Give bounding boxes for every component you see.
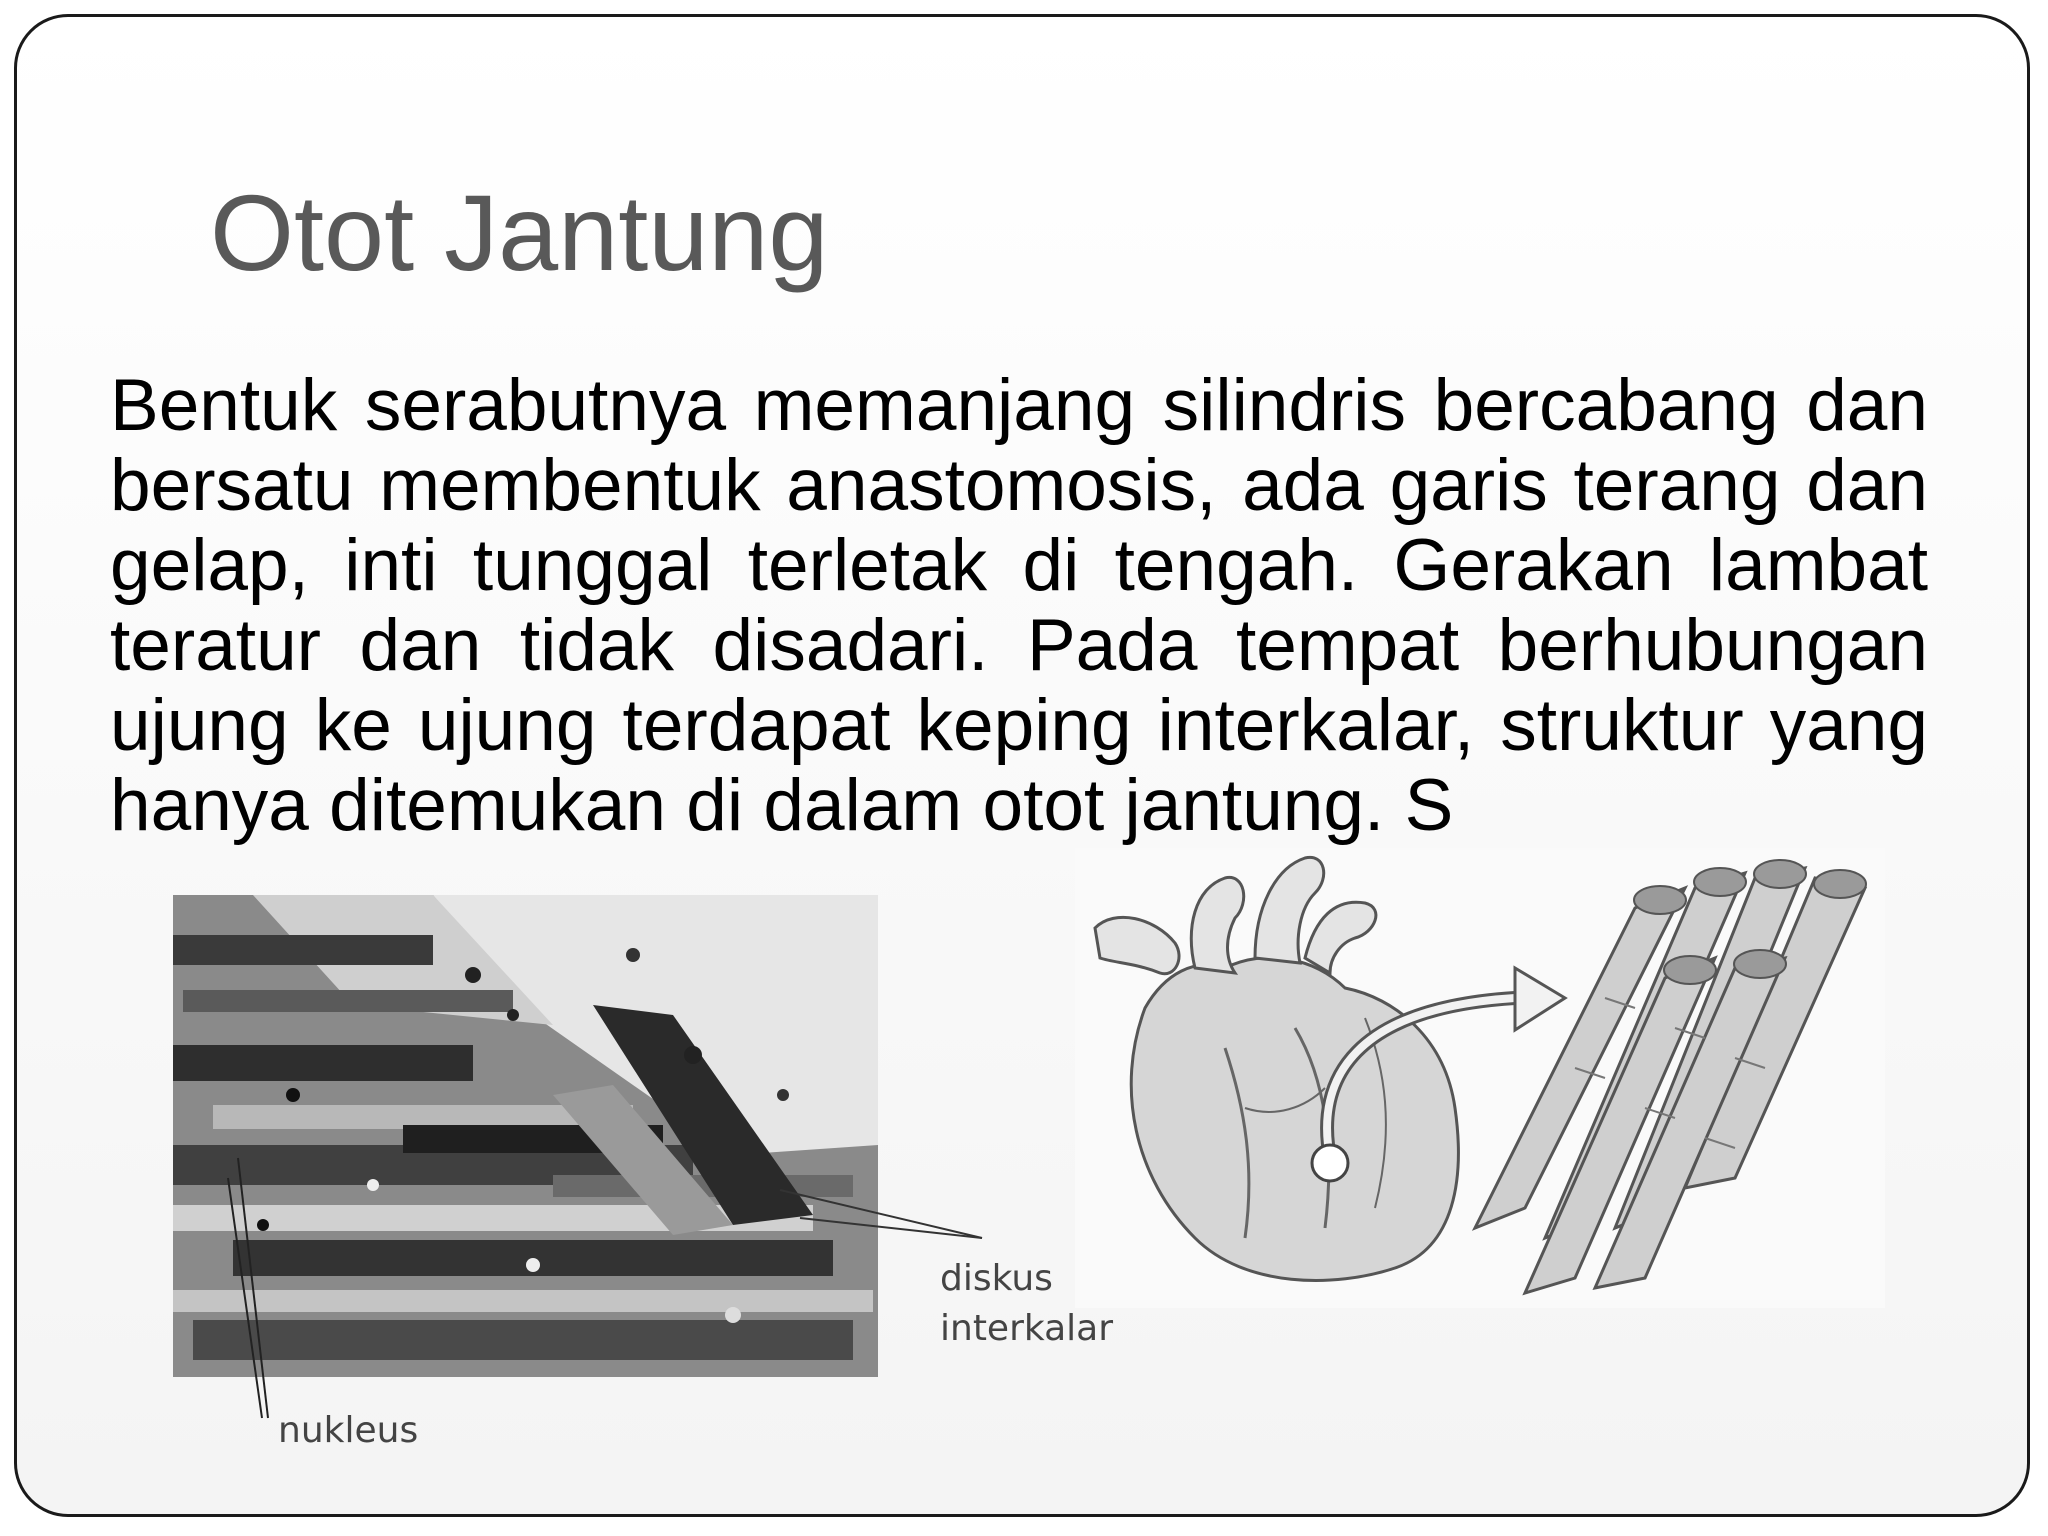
label-nukleus: nukleus — [278, 1410, 419, 1451]
label-diskus: diskus — [940, 1258, 1053, 1299]
slide-title: Otot Jantung — [210, 172, 829, 293]
cardiac-muscle-micrograph — [173, 895, 878, 1377]
micrograph-texture — [173, 895, 878, 1377]
slide-body-text: Bentuk serabutnya memanjang silindris bercabang dan bersatu membentuk anastomosis, ada garis terang dan gelap, inti tunggal terletak di tengah. Gerakan lambat teratur dan tidak disadari. Pada tempat berhubungan ujung ke ujung terdapat keping interkalar, struktur yang hanya ditemukan di dalam otot jantung. S — [110, 366, 1928, 846]
label-interkalar: interkalar — [940, 1308, 1114, 1349]
heart-illustration — [1075, 848, 1885, 1308]
heart-drawing — [1075, 848, 1885, 1308]
